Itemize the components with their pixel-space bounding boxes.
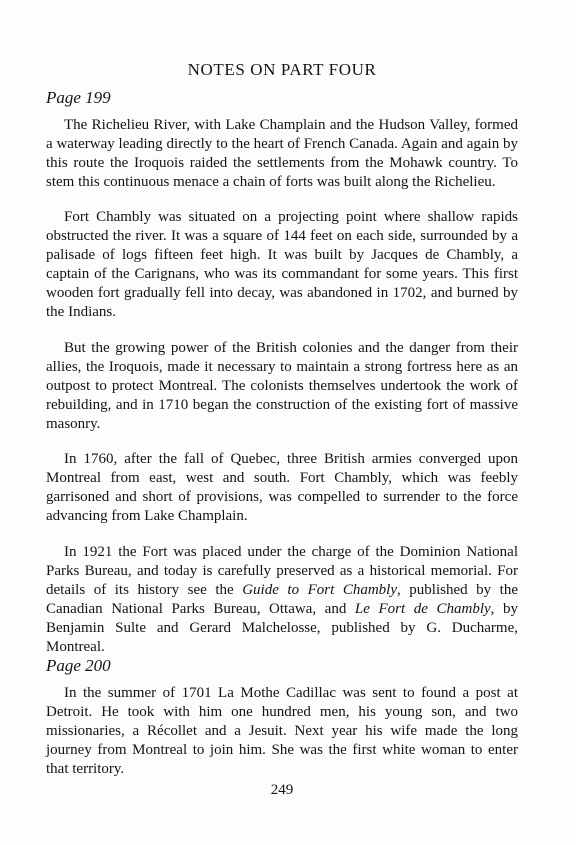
paragraph-british-colonies: But the growing power of the British colonies and the danger from their allies, the Iroquois, made it necessary to maintain a strong fortress here as an outpost to protect Montreal. The colonists themselves undertook the work of rebuilding, and in 1710 began the construction of the existing fort of massive masonry. (46, 340, 518, 432)
paragraph-1921-text-b: , published by the Canadian National Parks Bureau, Ottawa, and (46, 582, 519, 617)
paragraph-1921-text-c: , by Benjamin Sulte and Gerard Malchelosse, published by G. Ducharme, Montreal. (46, 601, 519, 655)
section-heading-page-199: Page 199 (46, 88, 111, 107)
paragraph-fort-chambly: Fort Chambly was situated on a projecting point where shallow rapids obstructed the river. It was a square of 144 feet on each side, surrounded by a palisade of logs fifteen feet high. It was built by Jacques de Chambly, a captain of the Carignans, who was its commandant for some years. This first wooden fort gradually fell into decay, was abandoned in 1702, and burned by the Indians. (46, 209, 518, 320)
section-heading-page-200: Page 200 (46, 656, 111, 675)
book-title-guide: Guide to Fort Chambly (242, 582, 397, 598)
paragraph-richelieu: The Richelieu River, with Lake Champlain and the Hudson Valley, formed a waterway leading directly to the heart of French Canada. Again and again by this route the Iroquois raided the settlements from the Mohawk country. To stem this continuous menace a chain of forts was built along the Richelieu. (46, 117, 518, 190)
paragraph-cadillac: In the summer of 1701 La Mothe Cadillac was sent to found a post at Detroit. He took with him one hundred men, his young son, and two missionaries, a Récollet and a Jesuit. Next year his wife made the long journey from Montreal to join him. She was the first white woman to enter that territory. (46, 685, 518, 777)
page-number: 249 (270, 782, 294, 798)
page-title: NOTES ON PART FOUR (187, 60, 377, 79)
paragraph-1921 (46, 543, 518, 657)
paragraph-1921-text-a: In 1921 the Fort was placed under the charge of the Dominion National Parks Bureau, and today is carefully preserved as a historical memorial. For details of its history see the (46, 544, 518, 598)
paragraph-1760: In 1760, after the fall of Quebec, three British armies converged upon Montreal from east, west and south. Fort Chambly, which was feebly garrisoned and short of provisions, was compelled to surrender to the force advancing from Lake Champlain. (46, 451, 518, 524)
book-title-le-fort: Le Fort de Chambly (354, 601, 491, 617)
